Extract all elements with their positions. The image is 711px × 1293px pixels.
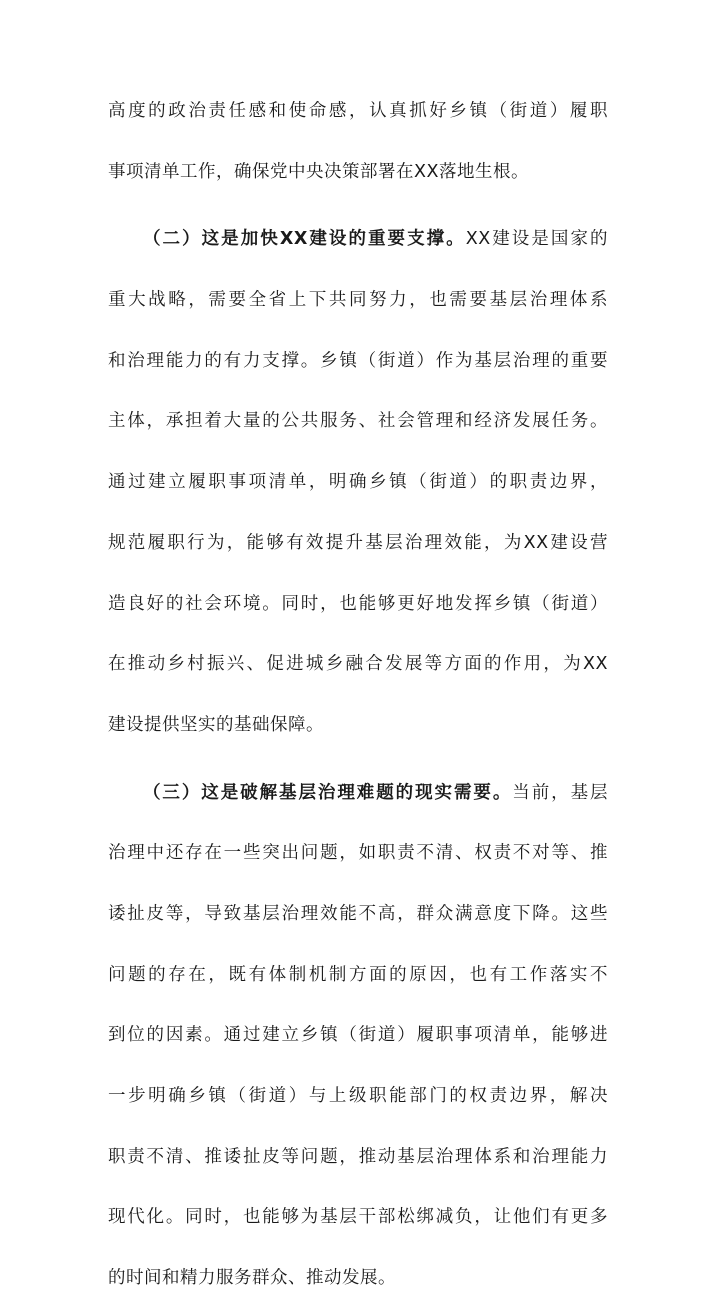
- text-run: 当前，基层: [512, 782, 609, 803]
- text-line: 诿扯皮等，导致基层治理效能不高，群众满意度下降。这些: [108, 903, 608, 924]
- text-line: 通过建立履职事项清单，明确乡镇（街道）的职责边界，: [108, 472, 608, 493]
- text-line: 到位的因素。通过建立乡镇（街道）履职事项清单，能够进: [108, 1025, 608, 1046]
- text-line: 主体，承担着大量的公共服务、社会管理和经济发展任务。: [108, 411, 608, 432]
- text-line: 问题的存在，既有体制机制方面的原因，也有工作落实不: [108, 964, 608, 985]
- text-line: 建设提供坚实的基础保障。: [108, 714, 324, 735]
- text-line: 一步明确乡镇（街道）与上级职能部门的权责边界，解决: [108, 1086, 608, 1106]
- text-line: 在推动乡村振兴、促进城乡融合发展等方面的作用，为XX: [108, 654, 608, 675]
- text-line-with-heading: [108, 778, 608, 808]
- text-run: XX建设是国家的: [465, 229, 608, 250]
- section-heading: （三）这是破解基层治理难题的现实需要。: [143, 782, 513, 803]
- paragraph-section-3: [108, 778, 608, 1293]
- text-line: 规范履职行为，能够有效提升基层治理效能，为XX建设营: [108, 532, 608, 553]
- section-heading: （二）这是加快XX建设的重要支撑。: [143, 229, 466, 250]
- text-line: 高度的政治责任感和使命感，认真抓好乡镇（街道）履职: [108, 101, 608, 121]
- text-line: 造良好的社会环境。同时，也能够更好地发挥乡镇（街道）: [108, 593, 608, 614]
- text-line: 治理中还存在一些突出问题，如职责不清、权责不对等、推: [108, 843, 608, 864]
- text-line: 和治理能力的有力支撑。乡镇（街道）作为基层治理的重要: [108, 350, 608, 371]
- text-line: 重大战略，需要全省上下共同努力，也需要基层治理体系: [108, 290, 608, 311]
- text-line: 现代化。同时，也能够为基层干部松绑减负，让他们有更多: [108, 1207, 608, 1228]
- text-line-with-heading: [108, 224, 608, 254]
- paragraph-section-2: [108, 224, 608, 740]
- text-line: 事项清单工作，确保党中央决策部署在XX落地生根。: [108, 161, 529, 182]
- document-page: [108, 96, 608, 1293]
- text-line: 的时间和精力服务群众、推动发展。: [108, 1268, 396, 1289]
- text-line: 职责不清、推诿扯皮等问题，推动基层治理体系和治理能力: [108, 1146, 608, 1167]
- paragraph-continuation: [108, 96, 608, 187]
